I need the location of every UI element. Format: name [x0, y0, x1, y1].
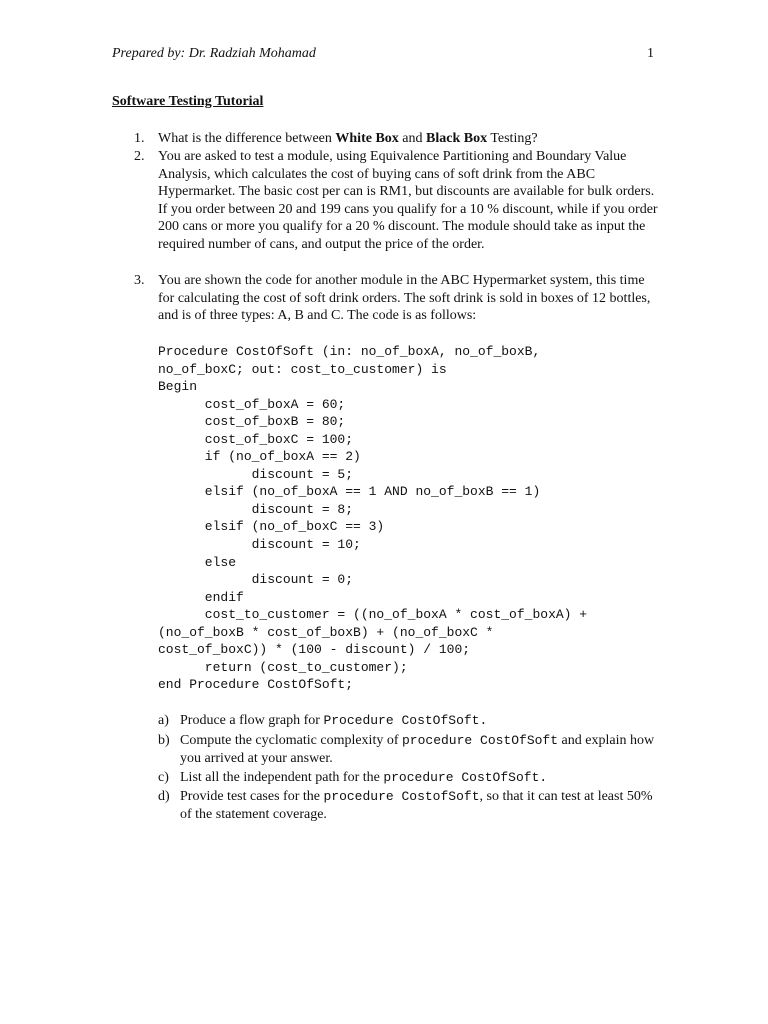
- inline-code: procedure CostOfSoft.: [383, 770, 548, 785]
- subquestion-text: [180, 712, 658, 730]
- subquestion-label: d): [158, 789, 170, 804]
- question-number: 1.: [134, 131, 145, 146]
- subquestion-text-part: Compute the cyclomatic complexity of: [180, 733, 402, 748]
- question-1: [134, 130, 664, 148]
- subquestion-text: [180, 732, 658, 767]
- subquestion-text-part: and explain how you arrived at your answer.: [180, 733, 655, 766]
- subquestion-text-part: , so that it can test at least 50% of the statement coverage.: [180, 789, 653, 822]
- page-number: 1: [647, 46, 654, 61]
- subquestion-label: c): [158, 770, 169, 785]
- subquestion-text-part: Provide test cases for the: [180, 789, 324, 804]
- subquestion-text-part: List all the independent path for the: [180, 770, 384, 785]
- subquestion-c: [158, 769, 658, 787]
- subquestion-label: b): [158, 733, 170, 748]
- document-title: Software Testing Tutorial: [112, 94, 264, 109]
- question-text: You are shown the code for another module in the ABC Hypermarket system, this time for calculating the cost of soft drink orders. The soft drink is sold in boxes of 12 bottles, and is of three types: A, B and C. The code is as follows:: [158, 273, 651, 324]
- subquestion-text-part: Produce a flow graph for: [180, 713, 324, 728]
- subquestion-text: [180, 788, 658, 823]
- subquestion-a: [158, 712, 658, 730]
- header-author: Prepared by: Dr. Radziah Mohamad: [112, 46, 316, 61]
- question-2: [134, 148, 664, 254]
- term-white-box: White Box: [335, 131, 399, 146]
- inline-code: procedure CostOfSoft: [402, 733, 559, 748]
- subquestion-label: a): [158, 713, 169, 728]
- question-text: [158, 130, 664, 148]
- inline-code: procedure CostofSoft: [323, 789, 480, 804]
- question-text: You are asked to test a module, using Equivalence Partitioning and Boundary Value Analysis, which calculates the cost of buying cans of soft drink from the ABC Hypermarket. The basic cost per can is RM1, but discounts are available for bulk orders. If you order between 20 and 199 cans you qualify for a 10 % discount, while if you order 200 cans or more you qualify for a 20 % discount. The module should take as input the required number of cans, and output the price of the order.: [158, 149, 658, 252]
- inline-code: Procedure CostOfSoft.: [323, 713, 488, 728]
- question-text-part: and: [398, 131, 426, 146]
- code-listing: Procedure CostOfSoft (in: no_of_boxA, no_of_boxB, no_of_boxC; out: cost_to_customer) is Begin cost_of_boxA = 60; cost_of_boxB = 80; cost_of_boxC = 100; if (no_of_boxA == 2) discount = 5; elsif (no_of_boxA == 1 AND no_of_boxB == 1) discount = 8; elsif (no_of_boxC == 3) discount = 10; else discount = 0; endif cost_to_customer = ((no_of_boxA * cost_of_boxA) + (no_of_boxB * cost_of_boxB) + (no_of_boxC * cost_of_boxC)) * (100 - discount) / 100; return (cost_to_customer); end Procedure CostOfSoft;: [158, 344, 588, 693]
- question-3: [134, 272, 664, 325]
- question-text-part: Testing?: [487, 131, 538, 146]
- question-number: 3.: [134, 273, 145, 288]
- subquestion-b: [158, 732, 658, 767]
- subquestion-text: [180, 769, 658, 787]
- question-text-part: What is the difference between: [158, 131, 336, 146]
- term-black-box: Black Box: [426, 131, 488, 146]
- question-number: 2.: [134, 149, 145, 164]
- subquestion-d: [158, 788, 658, 823]
